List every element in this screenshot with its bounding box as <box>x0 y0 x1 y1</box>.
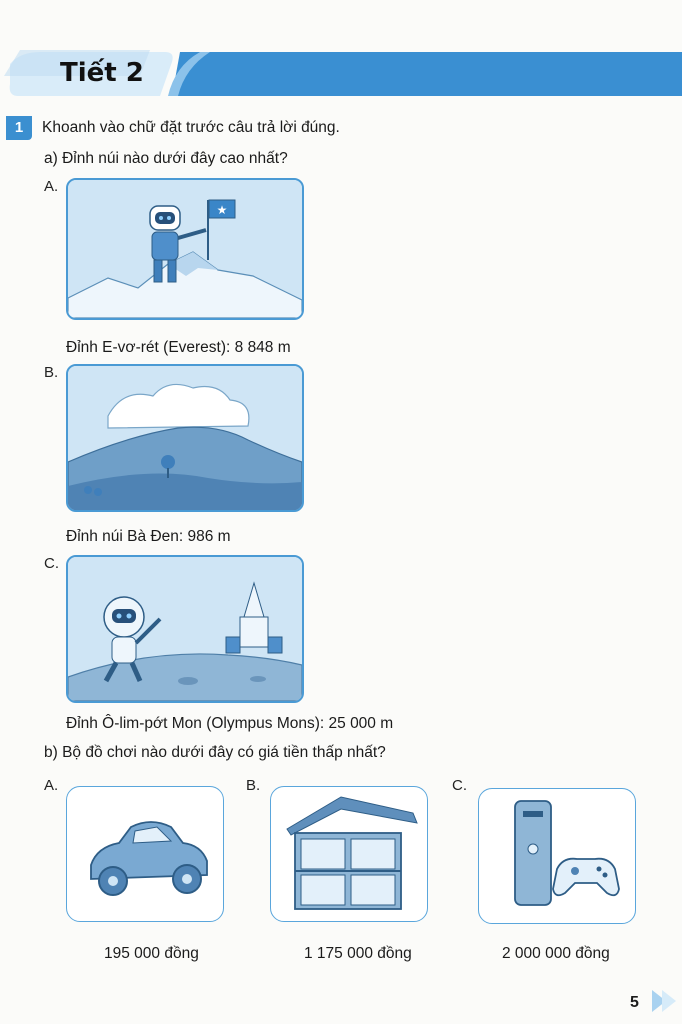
option-b-a-price: 195 000 đồng <box>104 945 199 962</box>
option-c-letter[interactable]: C. <box>44 555 59 572</box>
ba-den-mountain-illustration <box>66 364 304 512</box>
page-number: 5 <box>630 994 639 1011</box>
doll-house-card <box>270 786 428 922</box>
svg-text:★: ★ <box>216 203 228 217</box>
page-corner-decoration <box>648 986 678 1016</box>
option-b-c-price: 2 000 000 đồng <box>502 945 610 962</box>
option-b-c-letter[interactable]: C. <box>452 777 467 794</box>
doll-house-icon <box>271 787 427 921</box>
option-b-b-price: 1 175 000 đồng <box>304 945 412 962</box>
everest-illustration <box>66 178 304 320</box>
option-b-letter[interactable]: B. <box>44 364 59 381</box>
option-b-b-letter[interactable]: B. <box>246 777 261 794</box>
olympus-mons-illustration <box>66 555 304 703</box>
part-b-prompt: b) Bộ đồ chơi nào dưới đây có giá tiền thấp nhất? <box>44 744 386 761</box>
option-b-caption: Đỉnh núi Bà Đen: 986 m <box>66 528 231 545</box>
option-b-a-letter[interactable]: A. <box>44 777 59 794</box>
question-number-badge: 1 <box>6 116 32 140</box>
toy-car-icon <box>67 787 223 921</box>
option-c-caption: Đỉnh Ô-lim-pớt Mon (Olympus Mons): 25 000 m <box>66 715 394 732</box>
part-a-prompt: a) Đỉnh núi nào dưới đây cao nhất? <box>44 150 288 167</box>
game-console-icon <box>479 789 635 923</box>
toy-car-card <box>66 786 224 922</box>
option-a-letter[interactable]: A. <box>44 178 59 195</box>
game-console-card <box>478 788 636 924</box>
lesson-title: Tiết 2 <box>60 58 144 88</box>
option-a-caption: Đỉnh E-vơ-rét (Everest): 8 848 m <box>66 339 291 356</box>
question-instruction: Khoanh vào chữ đặt trước câu trả lời đúng. <box>42 119 340 136</box>
